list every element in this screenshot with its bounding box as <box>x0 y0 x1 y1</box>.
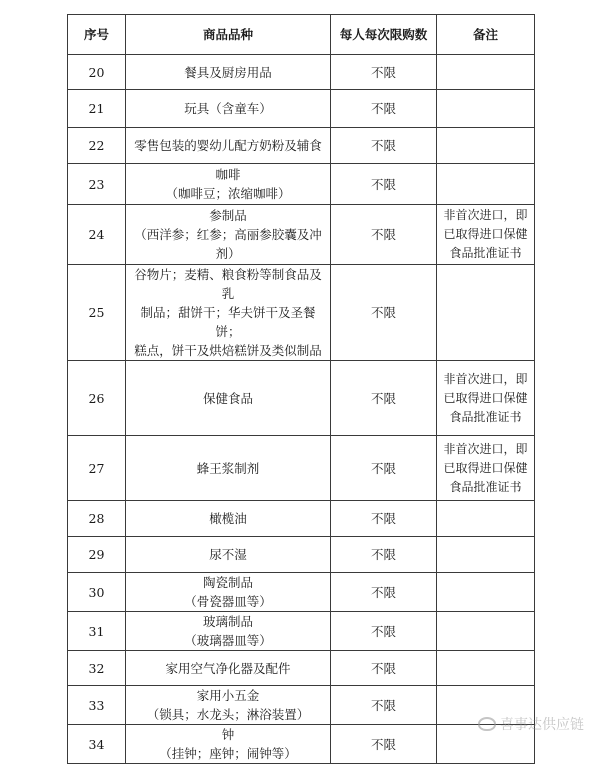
header-purchase-limit: 每人每次限购数 <box>331 15 437 55</box>
row-number: 30 <box>68 573 126 612</box>
row-limit: 不限 <box>331 501 437 537</box>
row-product-name: 玻璃制品 （玻璃器皿等） <box>126 612 331 651</box>
row-product-name: 参制品 （西洋参；红参；高丽参胶囊及冲剂） <box>126 205 331 265</box>
row-limit: 不限 <box>331 573 437 612</box>
row-limit: 不限 <box>331 436 437 501</box>
weibo-icon <box>478 717 496 731</box>
row-number: 21 <box>68 90 126 128</box>
row-product-name: 钟 （挂钟；座钟；闹钟等） <box>126 725 331 764</box>
row-limit: 不限 <box>331 537 437 573</box>
row-limit: 不限 <box>331 725 437 764</box>
header-number: 序号 <box>68 15 126 55</box>
table-row <box>68 612 535 651</box>
row-number: 32 <box>68 651 126 686</box>
row-number: 33 <box>68 686 126 725</box>
row-product-name: 谷物片；麦精、粮食粉等制食品及乳 制品；甜饼干；华夫饼干及圣餐饼； 糕点，饼干及烘焙糕饼及类似制品 <box>126 265 331 361</box>
header-remarks: 备注 <box>437 15 535 55</box>
table-header-row <box>68 15 535 55</box>
row-number: 27 <box>68 436 126 501</box>
row-number: 25 <box>68 265 126 361</box>
row-product-name: 保健食品 <box>126 361 331 436</box>
row-product-name: 家用空气净化器及配件 <box>126 651 331 686</box>
table-row <box>68 265 535 361</box>
table-row <box>68 205 535 265</box>
row-note <box>437 128 535 164</box>
table-row <box>68 90 535 128</box>
table-row <box>68 651 535 686</box>
row-note <box>437 612 535 651</box>
row-number: 29 <box>68 537 126 573</box>
row-note <box>437 55 535 90</box>
row-note <box>437 651 535 686</box>
row-product-name: 零售包装的婴幼儿配方奶粉及辅食 <box>126 128 331 164</box>
row-product-name: 尿不湿 <box>126 537 331 573</box>
row-number: 31 <box>68 612 126 651</box>
row-limit: 不限 <box>331 164 437 205</box>
row-note <box>437 90 535 128</box>
row-number: 22 <box>68 128 126 164</box>
row-product-name: 陶瓷制品 （骨瓷器皿等） <box>126 573 331 612</box>
row-limit: 不限 <box>331 612 437 651</box>
row-number: 24 <box>68 205 126 265</box>
row-note <box>437 265 535 361</box>
table-row <box>68 537 535 573</box>
table-row <box>68 501 535 537</box>
header-product-category: 商品品种 <box>126 15 331 55</box>
row-limit: 不限 <box>331 205 437 265</box>
row-product-name: 玩具（含童车） <box>126 90 331 128</box>
table-row <box>68 55 535 90</box>
row-product-name: 家用小五金 （锁具；水龙头；淋浴装置） <box>126 686 331 725</box>
table-row <box>68 436 535 501</box>
row-note <box>437 164 535 205</box>
row-number: 34 <box>68 725 126 764</box>
row-limit: 不限 <box>331 128 437 164</box>
row-product-name: 橄榄油 <box>126 501 331 537</box>
row-product-name: 咖啡 （咖啡豆；浓缩咖啡） <box>126 164 331 205</box>
table-row <box>68 725 535 764</box>
row-note: 非首次进口，即 已取得进口保健 食品批准证书 <box>437 361 535 436</box>
row-limit: 不限 <box>331 361 437 436</box>
table-row <box>68 686 535 725</box>
row-product-name: 餐具及厨房用品 <box>126 55 331 90</box>
row-number: 20 <box>68 55 126 90</box>
row-note <box>437 501 535 537</box>
row-note <box>437 537 535 573</box>
row-product-name: 蜂王浆制剂 <box>126 436 331 501</box>
table-row <box>68 164 535 205</box>
row-limit: 不限 <box>331 686 437 725</box>
table-row <box>68 573 535 612</box>
row-note: 非首次进口，即 已取得进口保健 食品批准证书 <box>437 205 535 265</box>
watermark-text: 喜事达供应链 <box>500 717 584 733</box>
table-row <box>68 128 535 164</box>
row-limit: 不限 <box>331 55 437 90</box>
row-number: 23 <box>68 164 126 205</box>
table-row <box>68 361 535 436</box>
import-limit-table <box>67 14 535 764</box>
row-note <box>437 573 535 612</box>
row-limit: 不限 <box>331 651 437 686</box>
row-note: 非首次进口，即 已取得进口保健 食品批准证书 <box>437 436 535 501</box>
watermark <box>478 714 584 734</box>
row-limit: 不限 <box>331 90 437 128</box>
row-number: 26 <box>68 361 126 436</box>
row-number: 28 <box>68 501 126 537</box>
row-limit: 不限 <box>331 265 437 361</box>
